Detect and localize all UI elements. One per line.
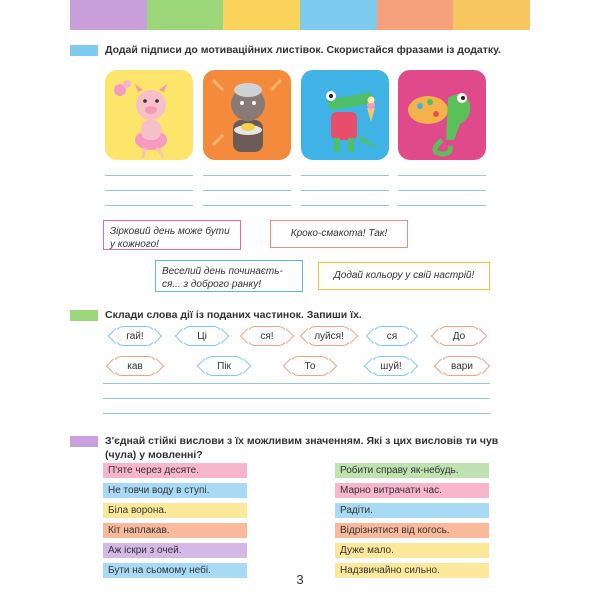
meaning-item[interactable]: Дуже мало. bbox=[335, 543, 489, 558]
syllable-tag[interactable]: Пік bbox=[203, 356, 245, 376]
idiom-item[interactable]: Бути на сьомому небі. bbox=[103, 563, 247, 578]
writing-line[interactable] bbox=[203, 190, 291, 191]
writing-line[interactable] bbox=[105, 190, 193, 191]
meaning-item[interactable]: Робити справу як-небудь. bbox=[335, 463, 489, 478]
chameleon-painter-picture bbox=[398, 70, 486, 160]
section-3-marker bbox=[70, 436, 98, 447]
section-3-title bbox=[105, 434, 500, 462]
idiom-item[interactable]: Аж іскри з очей. bbox=[103, 543, 247, 558]
stripe bbox=[223, 0, 300, 30]
writing-line[interactable] bbox=[203, 175, 291, 176]
meaning-item[interactable]: Відрізнятися від когось. bbox=[335, 523, 489, 538]
syllable-tag[interactable]: кав bbox=[112, 356, 158, 376]
idiom-item[interactable]: Біла ворона. bbox=[103, 503, 247, 518]
stripe bbox=[377, 0, 454, 30]
syllable-tag[interactable]: шуй! bbox=[370, 356, 412, 376]
idiom-item[interactable]: Кіт наплакав. bbox=[103, 523, 247, 538]
writing-line[interactable] bbox=[398, 205, 486, 206]
stripe bbox=[453, 0, 530, 30]
phrase-card: Зірковий день може бути у кожного! bbox=[103, 220, 241, 250]
section-2-marker bbox=[70, 310, 98, 321]
syllable-tag[interactable]: ся bbox=[372, 326, 412, 346]
writing-line[interactable] bbox=[203, 205, 291, 206]
meaning-item[interactable]: Марно витрачати час. bbox=[335, 483, 489, 498]
writing-line[interactable] bbox=[103, 383, 490, 384]
section-3-title-line: З'єднай стійкі вислови з їх можливим значенням. Які з цих висловів ти чув bbox=[105, 435, 499, 447]
section-2-title: Склади слова дії із поданих частинок. Запиши їх. bbox=[105, 309, 362, 321]
writing-line[interactable] bbox=[103, 398, 490, 399]
writing-line[interactable] bbox=[301, 205, 389, 206]
idiom-item[interactable]: П'яте через десяте. bbox=[103, 463, 247, 478]
idiom-item[interactable]: Не товчи воду в ступі. bbox=[103, 483, 247, 498]
syllable-tag[interactable]: ся! bbox=[246, 326, 288, 346]
page-number: 3 bbox=[296, 572, 304, 587]
stripe bbox=[300, 0, 377, 30]
top-color-stripes bbox=[70, 0, 530, 30]
phrase-card: Додай кольору у свій настрій! bbox=[318, 262, 490, 290]
writing-line[interactable] bbox=[301, 175, 389, 176]
pig-ballerina-picture bbox=[105, 70, 193, 160]
meaning-item[interactable]: Радіти. bbox=[335, 503, 489, 518]
stripe bbox=[147, 0, 224, 30]
writing-line[interactable] bbox=[398, 190, 486, 191]
writing-line[interactable] bbox=[301, 190, 389, 191]
stripe bbox=[70, 0, 147, 30]
writing-line[interactable] bbox=[398, 175, 486, 176]
syllable-tag[interactable]: луйся! bbox=[306, 326, 352, 346]
syllable-tag[interactable]: вари bbox=[440, 356, 484, 376]
syllable-tag[interactable]: гай! bbox=[114, 326, 156, 346]
syllable-tag[interactable]: То bbox=[289, 356, 331, 376]
sheep-with-cake-picture bbox=[203, 70, 291, 160]
section-1-marker bbox=[70, 45, 98, 56]
meaning-item[interactable]: Надзвичайно сильно. bbox=[335, 563, 489, 578]
syllable-tag[interactable]: Ці bbox=[181, 326, 223, 346]
section-3-title-line: (чула) у мовленні? bbox=[105, 449, 203, 461]
syllable-tag[interactable]: До bbox=[437, 326, 481, 346]
crocodile-with-icecream-picture bbox=[301, 70, 389, 160]
writing-line[interactable] bbox=[105, 205, 193, 206]
writing-line[interactable] bbox=[105, 175, 193, 176]
writing-line[interactable] bbox=[103, 413, 490, 414]
section-1-title: Додай підписи до мотиваційних листівок. Скористайся фразами із додатку. bbox=[105, 44, 501, 56]
phrase-card: Кроко-смакота! Так! bbox=[270, 220, 408, 248]
phrase-card: Веселий день починаєть-ся... з доброго ранку! bbox=[155, 260, 303, 292]
